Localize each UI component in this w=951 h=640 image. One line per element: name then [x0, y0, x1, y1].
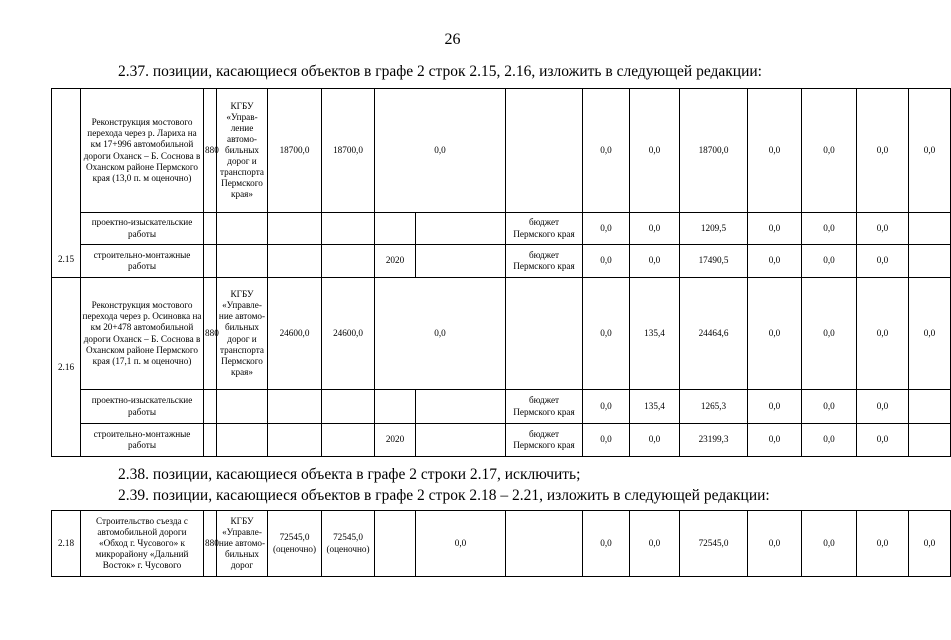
cell-value: 0,0 — [583, 424, 630, 457]
cell-empty — [506, 89, 583, 213]
cell-value: 0,0 — [857, 424, 909, 457]
ministry-code: 880 — [204, 511, 217, 577]
cell-value: 0,0 — [630, 424, 680, 457]
cell-empty — [375, 511, 416, 577]
paragraph-2-39: 2.39. позиции, касающиеся объектов в графе 2 строк 2.18 – 2.21, изложить в следующей редакции: — [118, 487, 770, 504]
funding-source: бюджет Пермского края — [506, 390, 583, 424]
organization: КГБУ «Управле-ние автомо-бильных дорог — [217, 511, 268, 577]
cell-value: 0,0 — [857, 511, 909, 577]
cell-value: 0,0 — [802, 89, 857, 213]
cell-value: 0,0 — [748, 89, 802, 213]
cell-value: 0,0 — [802, 390, 857, 424]
funding-source: бюджет Пермского края — [506, 213, 583, 245]
cell-value: 0,0 — [583, 511, 630, 577]
cell-value: 0,0 — [748, 278, 802, 390]
cell-value: 1265,3 — [680, 390, 748, 424]
cell-value: 0,0 — [583, 89, 630, 213]
cell-empty — [322, 390, 375, 424]
table-row — [52, 278, 951, 390]
cell-value: 0,0 — [748, 245, 802, 278]
cell-value: 18700,0 — [680, 89, 748, 213]
table-row — [52, 424, 951, 457]
cell-value: 0,0 — [583, 213, 630, 245]
cell-value: 0,0 — [630, 245, 680, 278]
cell-empty — [204, 213, 217, 245]
cell-value: 0,0 — [375, 89, 506, 213]
cell-value: 0,0 — [630, 511, 680, 577]
estimated-cost: 72545,0 (оценочно) — [268, 511, 322, 577]
cell-empty — [909, 213, 951, 245]
remaining-cost: 18700,0 — [322, 89, 375, 213]
table-row — [52, 511, 951, 577]
cell-value: 0,0 — [583, 390, 630, 424]
cell-value: 0,0 — [802, 511, 857, 577]
year: 2020 — [375, 424, 416, 457]
cell-empty — [322, 245, 375, 278]
table-row — [52, 390, 951, 424]
cell-value: 0,0 — [909, 89, 951, 213]
table-row-2-18 — [51, 510, 951, 577]
funding-source: бюджет Пермского края — [506, 424, 583, 457]
cell-empty — [268, 245, 322, 278]
cell-empty — [217, 213, 268, 245]
cell-empty — [909, 245, 951, 278]
object-name: Реконструкция мостового перехода через р. Лариха на км 17+996 автомобильной дороги Оханск – Б. Соснова в Оханском районе Пермского края (13,0 п. м оценочно) — [81, 89, 204, 213]
work-type: проектно-изыскательские работы — [81, 390, 204, 424]
cell-empty — [204, 424, 217, 457]
cell-empty — [268, 424, 322, 457]
cell-value: 0,0 — [857, 213, 909, 245]
cell-value: 135,4 — [630, 390, 680, 424]
cell-value: 0,0 — [909, 278, 951, 390]
cell-value: 1209,5 — [680, 213, 748, 245]
cell-value: 0,0 — [630, 89, 680, 213]
cell-empty — [322, 213, 375, 245]
estimated-cost: 24600,0 — [268, 278, 322, 390]
cell-empty — [416, 424, 506, 457]
estimated-cost: 18700,0 — [268, 89, 322, 213]
cell-empty — [217, 245, 268, 278]
cell-value: 0,0 — [802, 245, 857, 278]
cell-value: 0,0 — [748, 390, 802, 424]
cell-empty — [506, 278, 583, 390]
paragraph-2-37: 2.37. позиции, касающиеся объектов в графе 2 строк 2.15, 2.16, изложить в следующей редакции: — [118, 63, 762, 80]
cell-empty — [909, 424, 951, 457]
year — [375, 213, 416, 245]
object-name: Реконструкция мостового перехода через р. Осиновка на км 20+478 автомобильной дороги Оханск – Б. Соснова в Оханском районе Пермского края (17,1 п. м оценочно) — [81, 278, 204, 390]
cell-value: 0,0 — [802, 424, 857, 457]
cell-empty — [416, 213, 506, 245]
paragraph-2-38: 2.38. позиции, касающиеся объекта в графе 2 строки 2.17, исключить; — [118, 466, 581, 483]
cell-empty — [268, 213, 322, 245]
cell-empty — [322, 424, 375, 457]
cell-value: 0,0 — [748, 424, 802, 457]
cell-value: 0,0 — [802, 213, 857, 245]
table-row — [52, 213, 951, 245]
work-type: строительно-монтажные работы — [81, 245, 204, 278]
table-row — [52, 245, 951, 278]
cell-value: 0,0 — [857, 245, 909, 278]
cell-empty — [217, 424, 268, 457]
cell-value: 72545,0 — [680, 511, 748, 577]
organization: КГБУ «Управле-ние автомо-бильных дорог и транспорта Пермского края» — [217, 278, 268, 390]
cell-value: 0,0 — [909, 511, 951, 577]
cell-empty — [217, 390, 268, 424]
ministry-code: 880 — [204, 278, 217, 390]
remaining-cost: 72545,0 (оценочно) — [322, 511, 375, 577]
cell-empty — [909, 390, 951, 424]
cell-value: 0,0 — [802, 278, 857, 390]
cell-value: 0,0 — [630, 213, 680, 245]
work-type: проектно-изыскательские работы — [81, 213, 204, 245]
cell-value: 17490,5 — [680, 245, 748, 278]
funding-source: бюджет Пермского края — [506, 245, 583, 278]
cell-value: 0,0 — [857, 89, 909, 213]
cell-empty — [268, 390, 322, 424]
cell-value: 0,0 — [583, 245, 630, 278]
table-row — [52, 89, 951, 213]
row-number: 2.18 — [52, 511, 81, 577]
cell-value: 23199,3 — [680, 424, 748, 457]
organization: КГБУ «Управ-ление автомо-бильных дорог и транспорта Пермского края» — [217, 89, 268, 213]
cell-value: 0,0 — [375, 278, 506, 390]
cell-value: 0,0 — [748, 213, 802, 245]
cell-value: 135,4 — [630, 278, 680, 390]
cell-empty — [416, 245, 506, 278]
cell-value: 0,0 — [857, 390, 909, 424]
ministry-code: 880 — [204, 89, 217, 213]
row-number: 2.15 — [52, 89, 81, 278]
cell-empty — [506, 511, 583, 577]
cell-empty — [416, 390, 506, 424]
cell-value: 0,0 — [583, 278, 630, 390]
row-number: 2.16 — [52, 278, 81, 457]
page-number: 26 — [444, 31, 461, 48]
year — [375, 390, 416, 424]
cell-empty — [204, 245, 217, 278]
object-name: Строительство съезда с автомобильной дороги «Обход г. Чусового» к микрорайону «Дальний Восток» г. Чусового — [81, 511, 204, 577]
cell-value: 24464,6 — [680, 278, 748, 390]
work-type: строительно-монтажные работы — [81, 424, 204, 457]
remaining-cost: 24600,0 — [322, 278, 375, 390]
cell-empty — [204, 390, 217, 424]
year: 2020 — [375, 245, 416, 278]
table-rows-2-15-2-16 — [51, 88, 951, 457]
cell-value: 0,0 — [748, 511, 802, 577]
cell-value: 0,0 — [416, 511, 506, 577]
cell-value: 0,0 — [857, 278, 909, 390]
